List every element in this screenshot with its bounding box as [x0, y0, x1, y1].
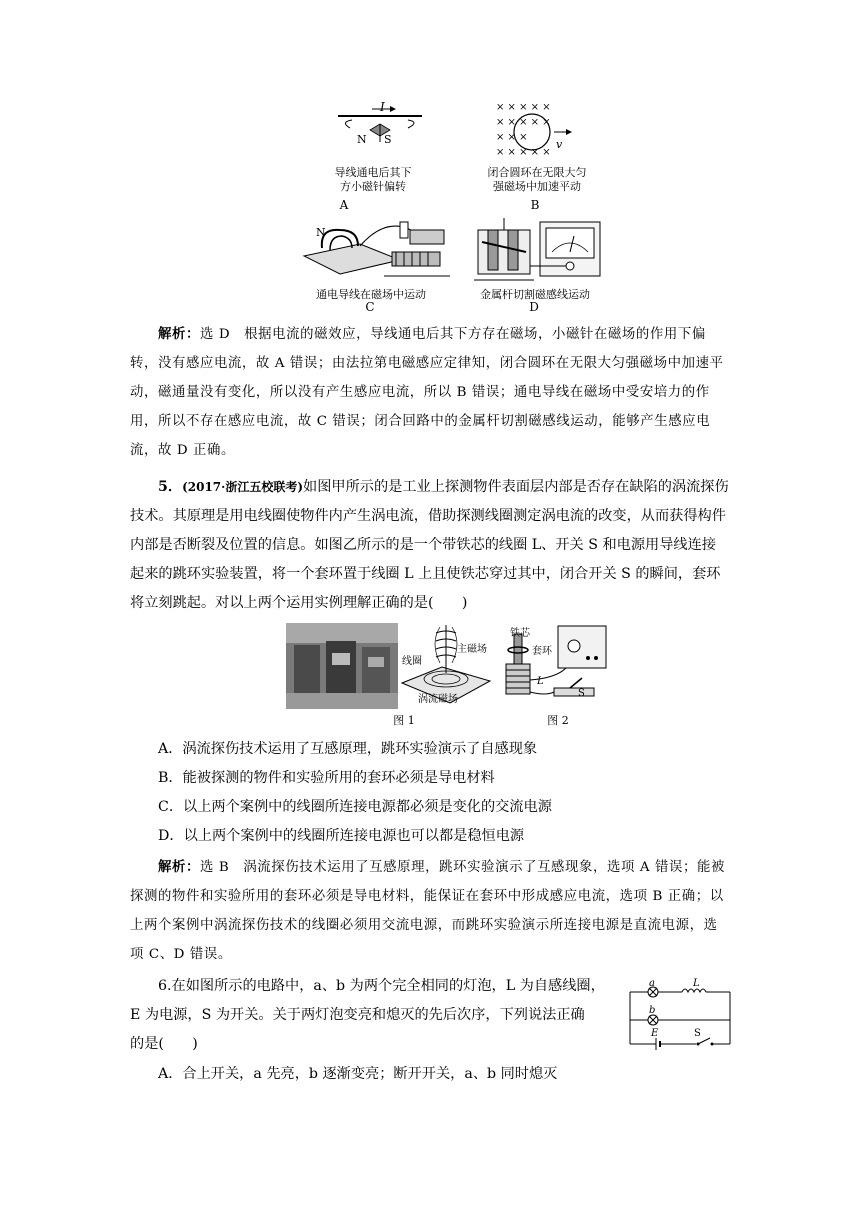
figure-d-caption: 金属杆切割磁感线运动 [480, 288, 590, 301]
figure-c-letter: C [365, 300, 375, 314]
question-6-line-2: E 为电源，S 为开关。关于两灯泡变亮和熄灭的先后次序，下列说法正确 [130, 1007, 585, 1023]
solution-q5 [130, 853, 730, 969]
solution-label: 解析： [158, 859, 200, 875]
figure-2-label: 图 2 [547, 714, 569, 727]
figure-2-L-label: L [537, 676, 544, 687]
figure-a-caption: 导线通电后其下 方小磁针偏转 [334, 166, 412, 193]
svg-text:× × × × ×: × × × × × [496, 117, 551, 128]
circuit-b-label: b [649, 1005, 656, 1016]
svg-text:× × ×: × × × [496, 132, 528, 143]
option-a[interactable]: A．涡流探伤技术运用了互感原理，跳环实验演示了自感现象 [158, 741, 538, 757]
question-number: 5． [158, 479, 183, 495]
figure-2-S-label: S [578, 688, 585, 699]
option-c[interactable]: C．以上两个案例中的线圈所连接电源都必须是变化的交流电源 [158, 799, 552, 815]
figure-a-n-label: N [357, 133, 367, 146]
figure-1-main-field-label: 主磁场 [457, 644, 487, 655]
figure-c-caption: 通电导线在磁场中运动 [316, 288, 426, 301]
question-6-line-3: 的是( ) [130, 1036, 198, 1052]
figure-b-v-label: v [556, 138, 563, 151]
question-text: 如图甲所示的是工业上探测物件表面层内部是否存在缺陷的涡流探伤技术。其原理是用电线圈使物件内产生涡电流，借助探测线圈测定涡电流的改变，从而获得构件内部是否断裂及位置的信息。如图乙所示的是一个带铁芯的线圈 L、开关 S 和电源用导线连接起来的跳环实验装置，将一个套环置于线圈 L 上且使铁芯穿过其中，闭合开关 S 的瞬间，套环将立刻跳起。对以上两个运用实例理解正确的是( ) [130, 479, 729, 611]
question-5 [130, 473, 730, 618]
option-d[interactable]: D．以上两个案例中的线圈所连接电源也可以都是稳恒电源 [158, 828, 525, 844]
solution-text: 选 B 涡流探伤技术运用了互感原理，跳环实验演示了互感现象，选项 A 错误；能被探测的物件和实验所用的套环必须是导电材料，能保证在套环中形成感应电流，选项 B 正确；以上两个案例中涡流探伤技术的线圈必须用交流电源，而跳环实验演示所连接电源是直流电源，选项 C、D 错误。 [130, 860, 725, 962]
circuit-diagram [626, 976, 734, 1050]
question-6-option-a[interactable]: A．合上开关，a 先亮，b 逐渐变亮；断开开关，a、b 同时熄灭 [158, 1066, 558, 1082]
figure-2-ring-label: 套环 [532, 646, 552, 657]
figure-d [474, 216, 606, 288]
question-source: (2017·浙江五校联考) [182, 480, 303, 494]
solution-label: 解析： [158, 326, 200, 342]
figure-2-core-label: 铁芯 [510, 628, 530, 639]
figure-1-eddy-label: 涡流磁场 [418, 694, 458, 705]
circuit-S-label: S [694, 1028, 701, 1039]
figure-a-letter: A [339, 198, 349, 212]
figure-a-s-label: S [384, 133, 392, 146]
figure-a-current-label: I [380, 100, 385, 114]
figure-b [492, 100, 582, 166]
circuit-L-label: L [693, 978, 700, 989]
circuit-a-label: a [649, 978, 655, 989]
figure-d-letter: D [529, 300, 539, 314]
figure-1-coil-label: 线圈 [402, 656, 422, 667]
figure-b-letter: B [530, 198, 540, 212]
figure-b-caption: 闭合圆环在无限大匀 强磁场中加速平动 [487, 166, 587, 193]
circuit-E-label: E [651, 1028, 659, 1039]
solution-q4 [130, 320, 730, 465]
figure-1-photo [286, 623, 398, 709]
figure-c-n-label: N [316, 226, 326, 239]
figure-1-label: 图 1 [393, 714, 415, 727]
option-b[interactable]: B．能被探测的物件和实验所用的套环必须是导电材料 [158, 770, 495, 786]
solution-text: 选 D 根据电流的磁效应，导线通电后其下方存在磁场，小磁针在磁场的作用下偏转，没有感应电流，故 A 错误；由法拉第电磁感应定律知，闭合圆环在无限大匀强磁场中加速平动，磁通量没有变化，所以没有产生感应电流，所以 B 错误；通电导线在磁场中受安培力的作用，所以不存在感应电流，故 C 错误；闭合回路中的金属杆切割磁感线运动，能够产生感应电流，故 D 正确。 [130, 327, 724, 458]
question-6-line-1: 6.在如图所示的电路中，a、b 为两个完全相同的灯泡，L 为自感线圈， [158, 978, 605, 994]
svg-text:× × × × ×: × × × × × [496, 102, 551, 113]
svg-text:× × × × ×: × × × × × [496, 147, 551, 158]
